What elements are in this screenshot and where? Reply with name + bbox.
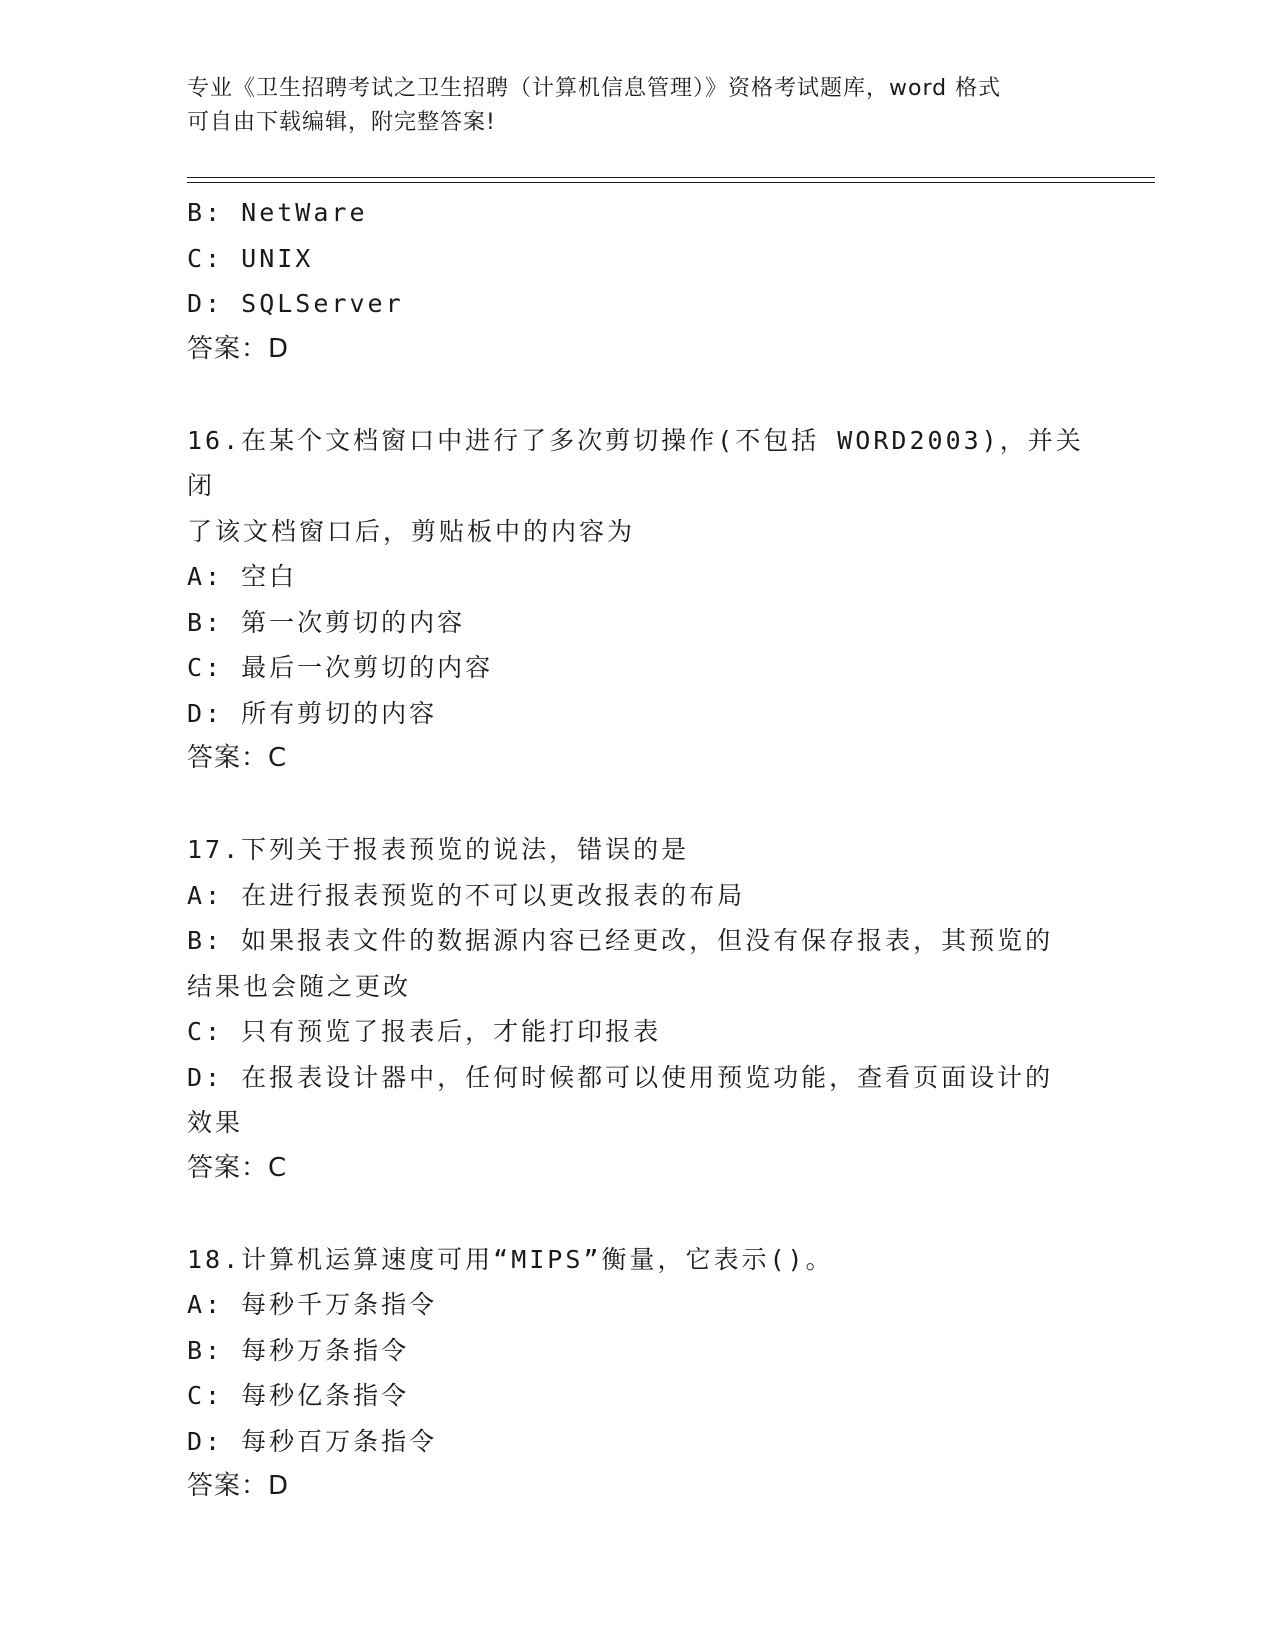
answer-label: 答案：C [187, 743, 288, 773]
option-c: C: UNIX [187, 243, 314, 273]
option-c: C: 每秒亿条指令 [187, 1381, 410, 1410]
option-d: D: 每秒百万条指令 [187, 1426, 438, 1456]
question-15-tail [187, 190, 1087, 372]
header-title-line-1: 专业《卫生招聘考试之卫生招聘（计算机信息管理）》资格考试题库，word 格式 [187, 76, 1002, 101]
question-stem-continued: 了该文档窗口后，剪贴板中的内容为 [187, 516, 636, 546]
question-list [187, 190, 1087, 1510]
option-d: D: 所有剪切的内容 [187, 698, 438, 728]
option-b: B: 如果报表文件的数据源内容已经更改，但没有保存报表，其预览的 [187, 926, 1054, 955]
option-c: C: 只有预览了报表后，才能打印报表 [187, 1017, 662, 1046]
option-a: A: 空白 [187, 562, 298, 591]
option-d: D: 在报表设计器中，任何时候都可以使用预览功能，查看页面设计的 [187, 1062, 1054, 1092]
spacer [187, 1191, 1087, 1237]
answer-label: 答案：D [187, 1471, 290, 1501]
option-b: B: 第一次剪切的内容 [187, 607, 466, 637]
header-title-line-2: 可自由下载编辑，附完整答案! [187, 110, 496, 135]
question-stem: 16.在某个文档窗口中进行了多次剪切操作(不包括 WORD2003)，并关闭 [187, 425, 1084, 500]
spacer [187, 782, 1087, 828]
question-17 [187, 827, 1087, 1191]
option-b: B: 每秒万条指令 [187, 1335, 410, 1365]
question-16 [187, 418, 1087, 782]
option-d-continued: 效果 [187, 1108, 244, 1137]
header-divider-bottom [187, 182, 1155, 183]
option-c: C: 最后一次剪切的内容 [187, 653, 494, 682]
question-stem: 17.下列关于报表预览的说法，错误的是 [187, 835, 690, 864]
option-b-continued: 结果也会随之更改 [187, 971, 412, 1001]
question-stem: 18.计算机运算速度可用“MIPS”衡量，它表示()。 [187, 1244, 834, 1274]
question-18 [187, 1237, 1087, 1510]
option-a: A: 在进行报表预览的不可以更改报表的布局 [187, 880, 746, 910]
option-a: A: 每秒千万条指令 [187, 1290, 438, 1319]
document-header [187, 72, 1087, 140]
option-b: B: NetWare [187, 198, 368, 227]
header-divider-top [187, 177, 1155, 178]
answer-label: 答案：C [187, 1152, 288, 1183]
option-d: D: SQLServer [187, 289, 404, 318]
answer-label: 答案：D [187, 333, 290, 364]
spacer [187, 372, 1087, 418]
